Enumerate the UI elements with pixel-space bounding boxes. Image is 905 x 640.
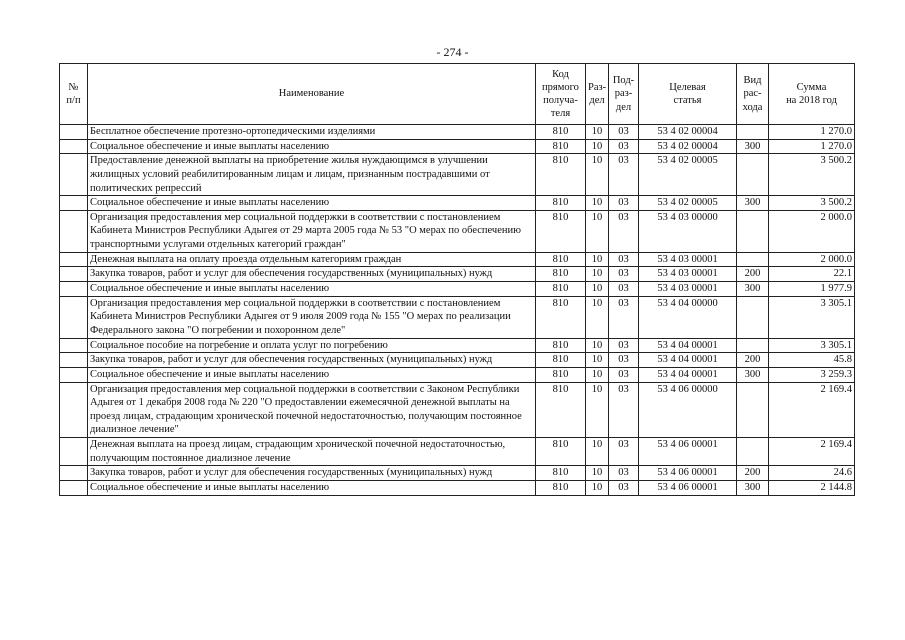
cell-sum: 2 144.8	[769, 481, 855, 496]
header-no: № п/п	[60, 64, 88, 125]
cell-code: 810	[536, 252, 586, 267]
cell-no	[60, 353, 88, 368]
cell-name: Социальное обеспечение и иные выплаты населению	[88, 367, 536, 382]
cell-podrazdel: 03	[609, 139, 639, 154]
cell-code: 810	[536, 139, 586, 154]
table-row	[60, 210, 855, 252]
cell-no	[60, 154, 88, 196]
cell-code: 810	[536, 481, 586, 496]
cell-vid: 300	[737, 139, 769, 154]
cell-code: 810	[536, 466, 586, 481]
cell-podrazdel: 03	[609, 466, 639, 481]
cell-sum: 2 000.0	[769, 210, 855, 252]
cell-razdel: 10	[586, 252, 609, 267]
table-row	[60, 353, 855, 368]
table-row	[60, 338, 855, 353]
cell-code: 810	[536, 125, 586, 140]
cell-name: Предоставление денежной выплаты на приобретение жилья нуждающимся в улучшении жилищных условий реабилитированным лицам и лицам, признанным пострадавшими от политических репрессий	[88, 154, 536, 196]
cell-sum: 3 305.1	[769, 338, 855, 353]
cell-code: 810	[536, 282, 586, 297]
cell-no	[60, 481, 88, 496]
cell-razdel: 10	[586, 154, 609, 196]
table-row	[60, 154, 855, 196]
table-row	[60, 367, 855, 382]
cell-code: 810	[536, 382, 586, 438]
cell-target: 53 4 02 00004	[639, 125, 737, 140]
cell-sum: 3 500.2	[769, 196, 855, 211]
header-name: Наименование	[88, 64, 536, 125]
cell-sum: 1 270.0	[769, 125, 855, 140]
cell-no	[60, 382, 88, 438]
table-row	[60, 466, 855, 481]
cell-razdel: 10	[586, 466, 609, 481]
cell-razdel: 10	[586, 353, 609, 368]
cell-no	[60, 139, 88, 154]
cell-sum: 2 000.0	[769, 252, 855, 267]
cell-target: 53 4 04 00001	[639, 338, 737, 353]
cell-razdel: 10	[586, 338, 609, 353]
cell-name: Социальное пособие на погребение и оплата услуг по погребению	[88, 338, 536, 353]
cell-vid: 300	[737, 196, 769, 211]
cell-target: 53 4 06 00001	[639, 481, 737, 496]
cell-vid: 300	[737, 481, 769, 496]
header-podrazdel: Под- раз- дел	[609, 64, 639, 125]
cell-sum: 1 270.0	[769, 139, 855, 154]
cell-code: 810	[536, 267, 586, 282]
cell-no	[60, 367, 88, 382]
cell-sum: 22.1	[769, 267, 855, 282]
cell-razdel: 10	[586, 139, 609, 154]
cell-name: Закупка товаров, работ и услуг для обеспечения государственных (муниципальных) нужд	[88, 466, 536, 481]
table-row	[60, 125, 855, 140]
cell-target: 53 4 06 00001	[639, 438, 737, 466]
cell-vid	[737, 338, 769, 353]
table-row	[60, 438, 855, 466]
cell-podrazdel: 03	[609, 338, 639, 353]
cell-podrazdel: 03	[609, 353, 639, 368]
cell-vid: 200	[737, 267, 769, 282]
table-row	[60, 267, 855, 282]
cell-code: 810	[536, 367, 586, 382]
cell-vid	[737, 382, 769, 438]
cell-podrazdel: 03	[609, 481, 639, 496]
cell-target: 53 4 02 00005	[639, 196, 737, 211]
cell-podrazdel: 03	[609, 367, 639, 382]
header-vid: Вид рас- хода	[737, 64, 769, 125]
cell-podrazdel: 03	[609, 196, 639, 211]
budget-table	[59, 63, 855, 496]
cell-name: Социальное обеспечение и иные выплаты населению	[88, 196, 536, 211]
cell-razdel: 10	[586, 267, 609, 282]
cell-name: Бесплатное обеспечение протезно-ортопедическими изделиями	[88, 125, 536, 140]
cell-code: 810	[536, 338, 586, 353]
cell-target: 53 4 04 00000	[639, 296, 737, 338]
cell-no	[60, 296, 88, 338]
cell-vid: 200	[737, 353, 769, 368]
cell-vid: 300	[737, 282, 769, 297]
cell-target: 53 4 06 00001	[639, 466, 737, 481]
cell-no	[60, 252, 88, 267]
cell-name: Закупка товаров, работ и услуг для обеспечения государственных (муниципальных) нужд	[88, 267, 536, 282]
cell-no	[60, 466, 88, 481]
cell-name: Денежная выплата на оплату проезда отдельным категориям граждан	[88, 252, 536, 267]
table-row	[60, 382, 855, 438]
cell-name: Организация предоставления мер социальной поддержки в соответствии с Законом Республики Адыгея от 1 декабря 2008 года № 220 "О предоставлении ежемесячной денежной выплаты на проезд лицам, страдающим хронической почечной недостаточностью, получающим постоянное диализное лечение"	[88, 382, 536, 438]
cell-podrazdel: 03	[609, 154, 639, 196]
cell-target: 53 4 02 00004	[639, 139, 737, 154]
header-target: Целевая статья	[639, 64, 737, 125]
cell-podrazdel: 03	[609, 282, 639, 297]
cell-vid	[737, 252, 769, 267]
cell-sum: 45.8	[769, 353, 855, 368]
cell-razdel: 10	[586, 367, 609, 382]
cell-podrazdel: 03	[609, 267, 639, 282]
cell-podrazdel: 03	[609, 125, 639, 140]
table-row	[60, 252, 855, 267]
cell-name: Организация предоставления мер социальной поддержки в соответствии с постановлением Кабинета Министров Республики Адыгея от 9 июля 2009 года № 155 "О мерах по реализации Федерального закона "О погребении и похоронном деле"	[88, 296, 536, 338]
cell-target: 53 4 04 00001	[639, 353, 737, 368]
cell-name: Закупка товаров, работ и услуг для обеспечения государственных (муниципальных) нужд	[88, 353, 536, 368]
cell-razdel: 10	[586, 438, 609, 466]
cell-target: 53 4 06 00000	[639, 382, 737, 438]
cell-code: 810	[536, 353, 586, 368]
cell-sum: 1 977.9	[769, 282, 855, 297]
cell-podrazdel: 03	[609, 438, 639, 466]
cell-vid	[737, 296, 769, 338]
cell-sum: 3 305.1	[769, 296, 855, 338]
cell-no	[60, 210, 88, 252]
cell-sum: 2 169.4	[769, 382, 855, 438]
cell-name: Социальное обеспечение и иные выплаты населению	[88, 139, 536, 154]
cell-podrazdel: 03	[609, 296, 639, 338]
cell-sum: 24.6	[769, 466, 855, 481]
cell-podrazdel: 03	[609, 210, 639, 252]
cell-target: 53 4 03 00001	[639, 282, 737, 297]
page-number: - 274 -	[436, 45, 469, 59]
cell-razdel: 10	[586, 481, 609, 496]
header-code: Код прямого получа- теля	[536, 64, 586, 125]
cell-vid	[737, 210, 769, 252]
cell-razdel: 10	[586, 296, 609, 338]
table-row	[60, 139, 855, 154]
header-razdel: Раз- дел	[586, 64, 609, 125]
cell-target: 53 4 03 00000	[639, 210, 737, 252]
cell-no	[60, 438, 88, 466]
table-row	[60, 296, 855, 338]
cell-vid: 200	[737, 466, 769, 481]
table-body	[60, 125, 855, 496]
cell-sum: 3 259.3	[769, 367, 855, 382]
table-row	[60, 481, 855, 496]
cell-razdel: 10	[586, 125, 609, 140]
cell-no	[60, 282, 88, 297]
cell-target: 53 4 04 00001	[639, 367, 737, 382]
cell-razdel: 10	[586, 382, 609, 438]
cell-name: Денежная выплата на проезд лицам, страдающим хронической почечной недостаточностью, получающим постоянное диализное лечение	[88, 438, 536, 466]
cell-vid	[737, 125, 769, 140]
cell-code: 810	[536, 438, 586, 466]
cell-vid: 300	[737, 367, 769, 382]
header-sum: Сумма на 2018 год	[769, 64, 855, 125]
cell-no	[60, 267, 88, 282]
cell-razdel: 10	[586, 196, 609, 211]
cell-code: 810	[536, 196, 586, 211]
cell-code: 810	[536, 154, 586, 196]
cell-sum: 2 169.4	[769, 438, 855, 466]
table-row	[60, 282, 855, 297]
cell-no	[60, 125, 88, 140]
cell-target: 53 4 03 00001	[639, 252, 737, 267]
cell-no	[60, 196, 88, 211]
cell-vid	[737, 154, 769, 196]
cell-name: Социальное обеспечение и иные выплаты населению	[88, 282, 536, 297]
cell-vid	[737, 438, 769, 466]
table-header-row	[60, 64, 855, 125]
cell-no	[60, 338, 88, 353]
cell-podrazdel: 03	[609, 382, 639, 438]
cell-code: 810	[536, 296, 586, 338]
cell-name: Организация предоставления мер социальной поддержки в соответствии с постановлением Кабинета Министров Республики Адыгея от 29 марта 2005 года № 53 "О мерах по обеспечению транспортными услугами отдельных категорий граждан"	[88, 210, 536, 252]
cell-code: 810	[536, 210, 586, 252]
cell-razdel: 10	[586, 282, 609, 297]
cell-podrazdel: 03	[609, 252, 639, 267]
cell-sum: 3 500.2	[769, 154, 855, 196]
cell-target: 53 4 03 00001	[639, 267, 737, 282]
cell-razdel: 10	[586, 210, 609, 252]
table-row	[60, 196, 855, 211]
cell-name: Социальное обеспечение и иные выплаты населению	[88, 481, 536, 496]
cell-target: 53 4 02 00005	[639, 154, 737, 196]
